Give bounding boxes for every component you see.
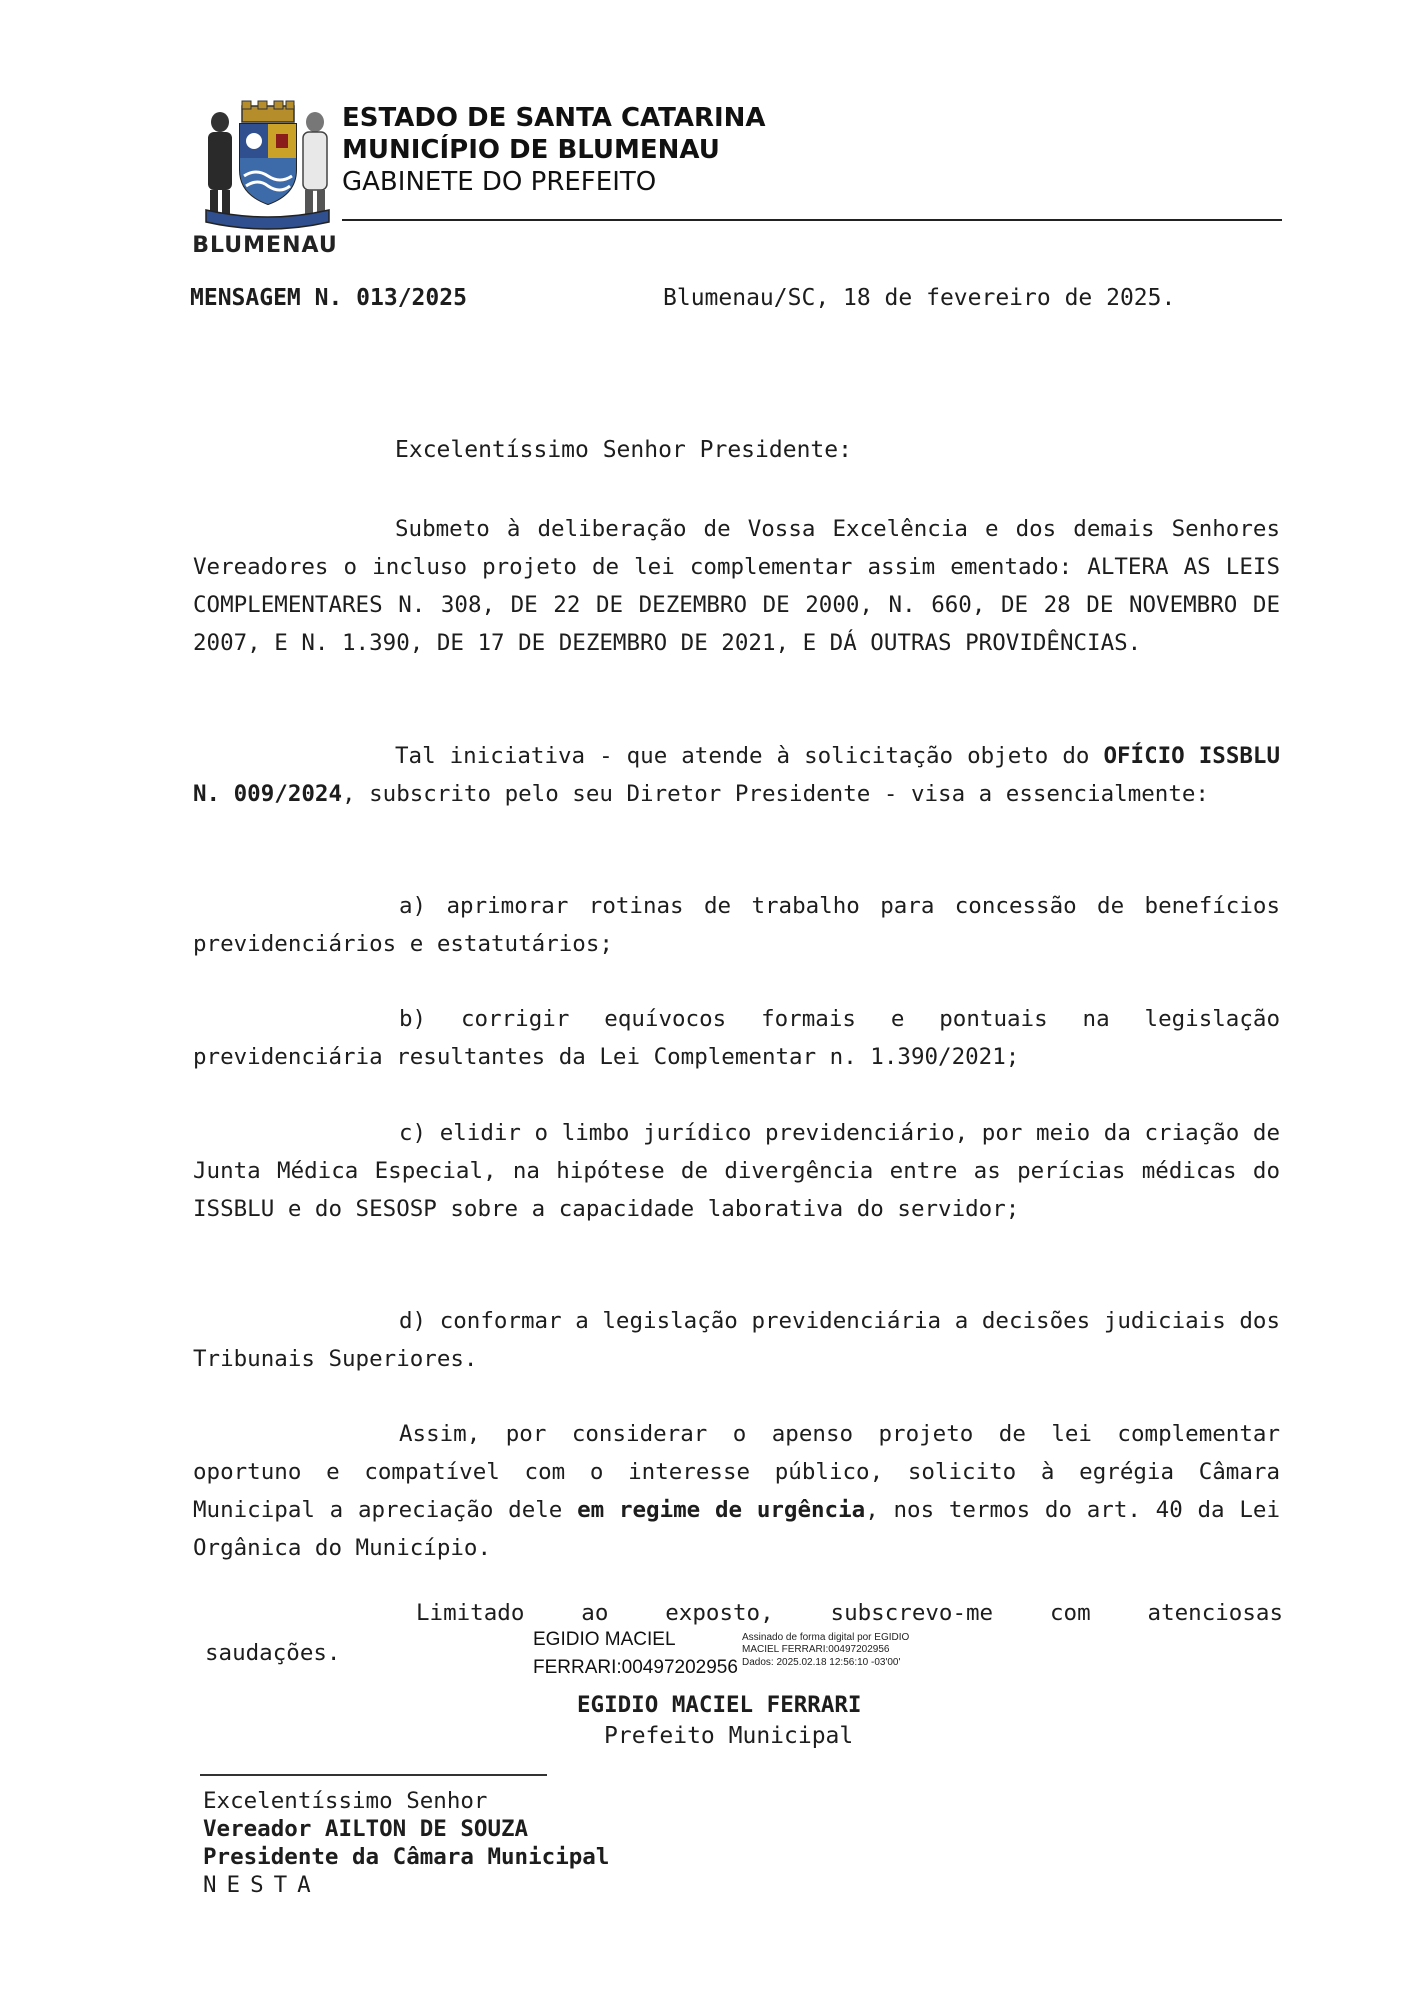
header-state: ESTADO DE SANTA CATARINA [342, 103, 766, 133]
paragraph-initiative-text-b: , subscrito pelo seu Diretor Presidente - visa a essencialmente: [342, 781, 1209, 807]
paragraph-submission-text: Submeto à deliberação de Vossa Excelência e dos demais Senhores Vereadores o incluso projeto de lei complementar assim ementado: ALTERA AS LEIS COMPLEMENTARES N. 308, DE 22 DE DEZEMBRO DE 2000, N. 660, DE 28 DE NOVEMBRO DE 2007, E N. 1.390, DE 17 DE DEZEMBRO DE 2021, E DÁ OUTRAS PROVIDÊNCIAS. [193, 516, 1280, 656]
paragraph-initiative [193, 737, 1280, 813]
list-item-b [193, 1000, 1280, 1076]
digital-signature-name-2: FERRARI:00497202956 [533, 1657, 738, 1678]
paragraph-urgency-text-a: Assim, por considerar o apenso projeto de lei complementar oportuno e compatível com o interesse público, solicito à egrégia Câmara Municipal a apreciação dele [193, 1421, 1280, 1523]
message-number: MENSAGEM N. 013/2025 [190, 285, 467, 311]
list-item-d [193, 1302, 1280, 1378]
digital-signature-name-1: EGIDIO MACIEL [533, 1629, 676, 1650]
urgency-regime: em regime de urgência [577, 1497, 866, 1523]
addressee-line-3: Presidente da Câmara Municipal [203, 1844, 610, 1870]
place-date: Blumenau/SC, 18 de fevereiro de 2025. [663, 285, 1176, 311]
addressee-line-2: Vereador AILTON DE SOUZA [203, 1816, 529, 1842]
closing-line-1: Limitado ao exposto, subscrevo-me com atenciosas [416, 1600, 1283, 1626]
list-item-a-text: a) aprimorar rotinas de trabalho para concessão de benefícios previdenciários e estatutários; [193, 893, 1280, 957]
header-office: GABINETE DO PREFEITO [342, 167, 657, 197]
blumenau-coat-of-arms-icon [200, 98, 335, 233]
addressee-line-1: Excelentíssimo Senhor [203, 1788, 488, 1814]
paragraph-urgency-text-b: , nos termos do art. 40 da Lei Orgânica do Município. [193, 1497, 1280, 1561]
list-item-a [193, 887, 1280, 963]
oficio-reference: OFÍCIO ISSBLU N. 009/2024 [193, 743, 1281, 807]
paragraph-urgency [193, 1415, 1280, 1567]
digital-signature-meta-1: Assinado de forma digital por EGIDIO [742, 1632, 910, 1643]
paragraph-submission [193, 510, 1280, 662]
addressee-divider [200, 1774, 547, 1776]
digital-signature-meta-3: Dados: 2025.02.18 12:56:10 -03'00' [742, 1657, 901, 1668]
list-item-c-text: c) elidir o limbo jurídico previdenciário, por meio da criação de Junta Médica Especial, na hipótese de divergência entre as perícias médicas do ISSBLU e do SESOSP sobre a capacidade laborativa do servidor; [193, 1120, 1280, 1222]
closing-line-2: saudações. [205, 1640, 341, 1666]
header-divider [342, 219, 1282, 221]
list-item-c [193, 1114, 1280, 1228]
list-item-d-text: d) conformar a legislação previdenciária a decisões judiciais dos Tribunais Superiores. [193, 1308, 1280, 1372]
paragraph-initiative-text-a: Tal iniciativa - que atende à solicitação objeto do [395, 743, 1090, 769]
salutation: Excelentíssimo Senhor Presidente: [395, 437, 852, 463]
addressee-line-4: NESTA [203, 1872, 321, 1898]
header-municipality: MUNICÍPIO DE BLUMENAU [342, 135, 720, 165]
crest-caption: BLUMENAU [192, 233, 338, 258]
signer-name: EGIDIO MACIEL FERRARI [577, 1692, 862, 1718]
digital-signature-meta-2: MACIEL FERRARI:00497202956 [742, 1644, 890, 1655]
signer-role: Prefeito Municipal [604, 1723, 854, 1749]
list-item-b-text: b) corrigir equívocos formais e pontuais na legislação previdenciária resultantes da Lei Complementar n. 1.390/2021; [193, 1006, 1280, 1070]
